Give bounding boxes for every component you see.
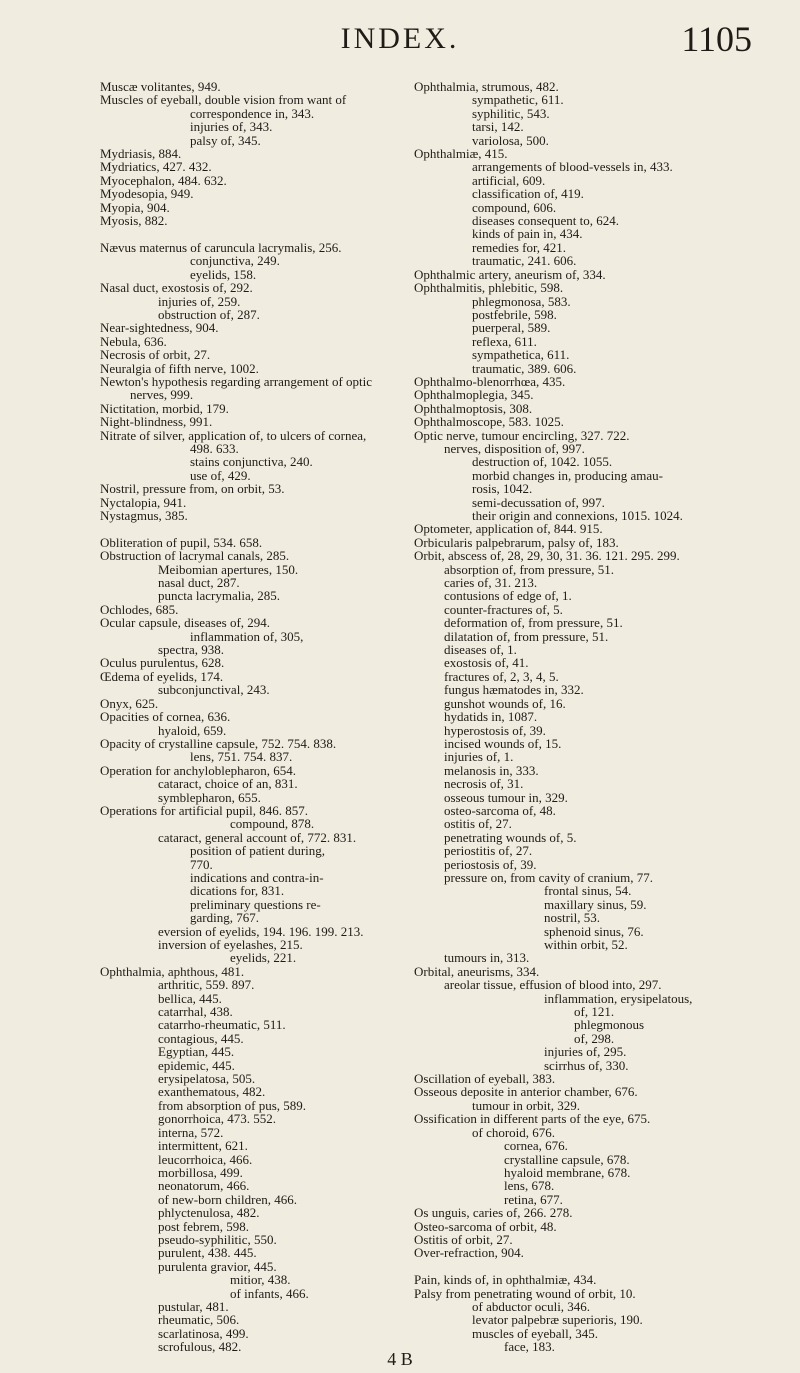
index-entry: Ophthalmoscope, 583. 1025. <box>414 414 564 430</box>
section-gap <box>100 522 390 535</box>
index-subentry: deformation of, from pressure, 51. <box>444 615 623 631</box>
index-entry: Nebula, 636. <box>100 333 167 349</box>
index-subentry: incised wounds of, 15. <box>444 735 562 751</box>
index-subentry: tumours in, 313. <box>444 950 530 966</box>
index-subentry: diseases consequent to, 624. <box>472 213 619 229</box>
section-gap <box>414 1260 764 1273</box>
index-subentry: frontal sinus, 54. <box>544 883 632 899</box>
index-subentry: caries of, 31. 213. <box>444 575 538 591</box>
index-subentry: epidemic, 445. <box>158 1057 235 1073</box>
index-entry: Œdema of eyelids, 174. <box>100 668 224 684</box>
signature-mark: 4 B <box>387 1349 413 1369</box>
index-subentry: Egyptian, 445. <box>158 1044 235 1060</box>
index-subentry: puncta lacrymalia, 285. <box>158 588 281 604</box>
index-subentry: gonorrhoica, 473. 552. <box>158 1111 277 1127</box>
index-subentry: purulent, 438. 445. <box>158 1245 257 1261</box>
index-subentry: traumatic, 389. 606. <box>472 360 577 376</box>
index-subentry: morbid changes in, producing amau- <box>472 467 663 483</box>
index-subentry: sympathetica, 611. <box>472 347 570 363</box>
page-header <box>0 18 800 62</box>
index-subentry: preliminary questions re- <box>190 896 321 912</box>
index-subentry: morbillosa, 499. <box>158 1164 243 1180</box>
index-entry: Myosis, 882. <box>100 213 168 229</box>
index-subentry: exostosis of, 41. <box>444 655 529 671</box>
index-entry: Osteo-sarcoma of orbit, 48. <box>414 1218 557 1234</box>
index-entry: Palsy from penetrating wound of orbit, 10. <box>414 1285 636 1301</box>
index-subentry: levator palpebræ superioris, 190. <box>472 1312 643 1328</box>
index-entry: Myocephalon, 484. 632. <box>100 172 227 188</box>
index-subentry: hyaloid, 659. <box>158 722 227 738</box>
index-subentry: of abductor oculi, 346. <box>472 1298 591 1314</box>
index-subentry: fractures of, 2, 3, 4, 5. <box>444 668 559 684</box>
index-subentry: of, 121. <box>574 1004 615 1020</box>
index-subentry: nerves, disposition of, 997. <box>444 440 585 456</box>
index-subentry: hyperostosis of, 39. <box>444 722 546 738</box>
index-subentry: semi-decussation of, 997. <box>472 494 605 510</box>
index-subentry: maxillary sinus, 59. <box>544 896 647 912</box>
index-entry: Muscæ volitantes, 949. <box>100 79 221 94</box>
index-subentry: fungus hæmatodes in, 332. <box>444 682 584 698</box>
index-subentry: retina, 677. <box>504 1191 563 1207</box>
index-entry: Obstruction of lacrymal canals, 285. <box>100 548 290 564</box>
index-subentry: intermittent, 621. <box>158 1138 248 1154</box>
index-entry: Osseous deposite in anterior chamber, 676. <box>414 1084 638 1100</box>
index-subentry: artificial, 609. <box>472 172 546 188</box>
index-entry: Nitrate of silver, application of, to ulcers of cornea, <box>100 427 367 443</box>
index-entry: Orbital, aneurisms, 334. <box>414 963 540 979</box>
index-subentry: scrofulous, 482. <box>158 1339 242 1355</box>
index-subentry: hyaloid membrane, 678. <box>504 1164 631 1180</box>
index-entry: Ostitis of orbit, 27. <box>414 1231 513 1247</box>
index-entry: Over-refraction, 904. <box>414 1245 524 1261</box>
index-subentry: absorption of, from pressure, 51. <box>444 561 615 577</box>
index-subentry: inflammation, erysipelatous, <box>544 990 693 1006</box>
index-subentry: garding, 767. <box>190 910 259 926</box>
index-subentry: phlegmonosa, 583. <box>472 293 571 309</box>
index-subentry: cataract, general account of, 772. 831. <box>158 829 357 845</box>
index-subentry: inflammation of, 305, <box>190 628 304 644</box>
index-subentry: rosis, 1042. <box>472 481 533 497</box>
index-subentry: periostitis of, 27. <box>444 843 533 859</box>
index-subentry: use of, 429. <box>190 467 251 483</box>
index-entry: Near-sightedness, 904. <box>100 320 219 336</box>
index-entry: Muscles of eyeball, double vision from want of <box>100 92 347 108</box>
index-subentry: dications for, 831. <box>190 883 285 899</box>
index-entry: Optic nerve, tumour encircling, 327. 722. <box>414 427 630 443</box>
index-subentry: inversion of eyelashes, 215. <box>158 937 303 952</box>
index-subentry: spectra, 938. <box>158 642 225 658</box>
index-entry: Mydriatics, 427. 432. <box>100 159 212 175</box>
index-subentry: obstruction of, 287. <box>158 306 260 322</box>
index-subentry: stains conjunctiva, 240. <box>190 454 313 470</box>
index-entry: Ophthalmoplegia, 345. <box>414 387 534 403</box>
left-index-column <box>100 80 390 1354</box>
index-subentry: classification of, 419. <box>472 186 584 202</box>
index-entry: Operations for artificial pupil, 846. 857. <box>100 802 308 818</box>
index-subentry: tarsi, 142. <box>472 119 524 135</box>
index-entry: Nyctalopia, 941. <box>100 494 187 510</box>
index-entry: Optometer, application of, 844. 915. <box>414 521 603 537</box>
index-subentry: penetrating wounds of, 5. <box>444 829 577 845</box>
index-subentry: syphilitic, 543. <box>472 105 550 121</box>
index-subentry: exanthematous, 482. <box>158 1084 266 1100</box>
index-subentry: lens, 751. 754. 837. <box>190 749 293 765</box>
index-entry: Operation for anchyloblepharon, 654. <box>100 762 297 778</box>
index-subentry: eyelids, 158. <box>190 266 257 282</box>
index-subentry: counter-fractures of, 5. <box>444 601 563 617</box>
index-subentry: remedies for, 421. <box>472 239 567 255</box>
index-subentry: interna, 572. <box>158 1124 224 1140</box>
index-subentry: pustular, 481. <box>158 1298 229 1314</box>
index-subentry: cataract, choice of an, 831. <box>158 776 298 792</box>
index-subentry: dilatation of, from pressure, 51. <box>444 628 609 644</box>
index-entry: Nictitation, morbid, 179. <box>100 400 229 416</box>
index-subentry: erysipelatosa, 505. <box>158 1071 256 1087</box>
index-subentry: position of patient during, <box>190 843 326 859</box>
index-entry: Orbit, abscess of, 28, 29, 30, 31. 36. 121. 295. 299. <box>414 548 680 564</box>
index-subentry: pressure on, from cavity of cranium, 77. <box>444 869 654 885</box>
index-subentry: compound, 878. <box>230 816 315 832</box>
index-subentry: sphenoid sinus, 76. <box>544 923 644 939</box>
index-subentry: puerperal, 589. <box>472 320 551 336</box>
index-entry: Oscillation of eyeball, 383. <box>414 1071 556 1087</box>
index-subentry: kinds of pain in, 434. <box>472 226 583 242</box>
index-subentry: cornea, 676. <box>504 1138 568 1154</box>
index-subentry: osseous tumour in, 329. <box>444 789 568 805</box>
index-subentry: nerves, 999. <box>130 387 194 403</box>
index-entry: Oculus purulentus, 628. <box>100 655 225 671</box>
index-subentry: pseudo-syphilitic, 550. <box>158 1231 277 1247</box>
index-subentry: nostril, 53. <box>544 910 600 926</box>
index-subentry: tumour in orbit, 329. <box>472 1097 580 1113</box>
index-subentry: of new-born children, 466. <box>158 1191 297 1207</box>
index-subentry: purulenta gravior, 445. <box>158 1258 277 1274</box>
index-subentry: phlegmonous <box>574 1017 645 1033</box>
index-entry: Ossification in different parts of the eye, 675. <box>414 1111 651 1127</box>
index-entry: Nasal duct, exostosis of, 292. <box>100 280 253 296</box>
index-entry: Ophthalmia, aphthous, 481. <box>100 963 245 979</box>
index-subentry: areolar tissue, effusion of blood into, 297. <box>444 977 662 993</box>
index-subentry: conjunctiva, 249. <box>190 253 280 269</box>
index-entry: Ophthalmoptosis, 308. <box>414 400 533 416</box>
index-subentry: scarlatinosa, 499. <box>158 1325 249 1341</box>
index-entry: Nystagmus, 385. <box>100 508 188 523</box>
index-entry: Ochlodes, 685. <box>100 601 179 617</box>
index-subentry: destruction of, 1042. 1055. <box>472 454 613 470</box>
index-entry: Opacities of cornea, 636. <box>100 709 231 725</box>
index-entry: Ophthalmo-blenorrhœa, 435. <box>414 373 566 389</box>
index-entry: Nævus maternus of caruncula lacrymalis, 256. <box>100 239 342 255</box>
index-entry: Myopia, 904. <box>100 199 170 215</box>
index-entry: Neuralgia of fifth nerve, 1002. <box>100 360 259 376</box>
index-entry: Ophthalmitis, phlebitic, 598. <box>414 280 564 296</box>
index-subentry: Meibomian apertures, 150. <box>158 561 299 577</box>
index-subentry: palsy of, 345. <box>190 132 261 148</box>
index-subentry: neonatorum, 466. <box>158 1178 250 1194</box>
index-subentry: within orbit, 52. <box>544 937 628 952</box>
index-entry: Opacity of crystalline capsule, 752. 754. 838. <box>100 735 337 751</box>
index-subentry: osteo-sarcoma of, 48. <box>444 802 556 818</box>
index-subentry: their origin and connexions, 1015. 1024. <box>472 508 683 523</box>
index-subentry: bellica, 445. <box>158 990 222 1006</box>
index-subentry: catarrho-rheumatic, 511. <box>158 1017 286 1033</box>
index-entry: Myodesopia, 949. <box>100 186 194 202</box>
index-subentry: of, 298. <box>574 1030 615 1046</box>
index-subentry: of choroid, 676. <box>472 1124 556 1140</box>
index-subentry: post febrem, 598. <box>158 1218 249 1234</box>
index-entry: Ophthalmiæ, 415. <box>414 146 508 162</box>
index-subentry: eyelids, 221. <box>230 950 297 966</box>
index-subentry: diseases of, 1. <box>444 642 517 658</box>
index-entry: Newton's hypothesis regarding arrangement of optic <box>100 373 373 389</box>
index-subentry: scirrhus of, 330. <box>544 1057 629 1073</box>
index-entry: Os unguis, caries of, 266. 278. <box>414 1205 573 1221</box>
index-subentry: sympathetic, 611. <box>472 92 564 108</box>
page-title: INDEX. <box>340 22 460 55</box>
index-subentry: variolosa, 500. <box>472 132 549 148</box>
index-entry: Ophthalmic artery, aneurism of, 334. <box>414 266 606 282</box>
index-subentry: symblepharon, 655. <box>158 789 261 805</box>
index-subentry: arrangements of blood-vessels in, 433. <box>472 159 673 175</box>
index-entry: Night-blindness, 991. <box>100 414 213 430</box>
index-subentry: face, 183. <box>504 1339 555 1355</box>
index-entry: Obliteration of pupil, 534. 658. <box>100 534 263 550</box>
index-entry: Pain, kinds of, in ophthalmiæ, 434. <box>414 1272 597 1288</box>
index-subentry: reflexa, 611. <box>472 333 537 349</box>
index-subentry: gunshot wounds of, 16. <box>444 695 566 711</box>
index-subentry: compound, 606. <box>472 199 557 215</box>
index-subentry: hydatids in, 1087. <box>444 709 538 725</box>
index-subentry: melanosis in, 333. <box>444 762 539 778</box>
index-subentry: contagious, 445. <box>158 1030 244 1046</box>
index-subentry: arthritic, 559. 897. <box>158 977 255 993</box>
section-gap <box>100 227 390 240</box>
index-subentry: 498. 633. <box>190 440 239 456</box>
right-index-column <box>414 80 764 1354</box>
index-subentry: rheumatic, 506. <box>158 1312 240 1328</box>
index-subentry: leucorrhoica, 466. <box>158 1151 253 1167</box>
index-entry: Orbicularis palpebrarum, palsy of, 183. <box>414 534 619 550</box>
index-subentry: eversion of eyelids, 194. 196. 199. 213. <box>158 923 364 939</box>
index-subentry: injuries of, 295. <box>544 1044 627 1060</box>
page-number: 1105 <box>681 19 752 59</box>
index-subentry: ostitis of, 27. <box>444 816 512 832</box>
index-subentry: 770. <box>190 856 213 872</box>
index-subentry: periostosis of, 39. <box>444 856 537 872</box>
index-subentry: injuries of, 343. <box>190 119 273 135</box>
index-entry: Onyx, 625. <box>100 695 159 711</box>
index-subentry: muscles of eyeball, 345. <box>472 1325 598 1341</box>
index-subentry: from absorption of pus, 589. <box>158 1097 307 1113</box>
index-subentry: contusions of edge of, 1. <box>444 588 572 604</box>
index-entry: Ocular capsule, diseases of, 294. <box>100 615 271 631</box>
index-entry: Ophthalmia, strumous, 482. <box>414 79 559 94</box>
index-entry: Nostril, pressure from, on orbit, 53. <box>100 481 285 497</box>
index-subentry: of infants, 466. <box>230 1285 309 1301</box>
index-subentry: correspondence in, 343. <box>190 105 315 121</box>
index-subentry: necrosis of, 31. <box>444 776 524 792</box>
index-subentry: injuries of, 1. <box>444 749 514 765</box>
index-subentry: mitior, 438. <box>230 1272 291 1288</box>
index-subentry: nasal duct, 287. <box>158 575 240 591</box>
index-subentry: subconjunctival, 243. <box>158 682 270 698</box>
index-entry: Necrosis of orbit, 27. <box>100 347 211 363</box>
index-subentry: injuries of, 259. <box>158 293 241 309</box>
index-subentry: lens, 678. <box>504 1178 555 1194</box>
index-subentry: traumatic, 241. 606. <box>472 253 577 269</box>
index-subentry: crystalline capsule, 678. <box>504 1151 630 1167</box>
index-subentry: phlyctenulosa, 482. <box>158 1205 260 1221</box>
index-subentry: catarrhal, 438. <box>158 1004 233 1020</box>
index-entry: Mydriasis, 884. <box>100 146 182 162</box>
index-subentry: postfebrile, 598. <box>472 306 557 322</box>
index-subentry: indications and contra-in- <box>190 869 324 885</box>
